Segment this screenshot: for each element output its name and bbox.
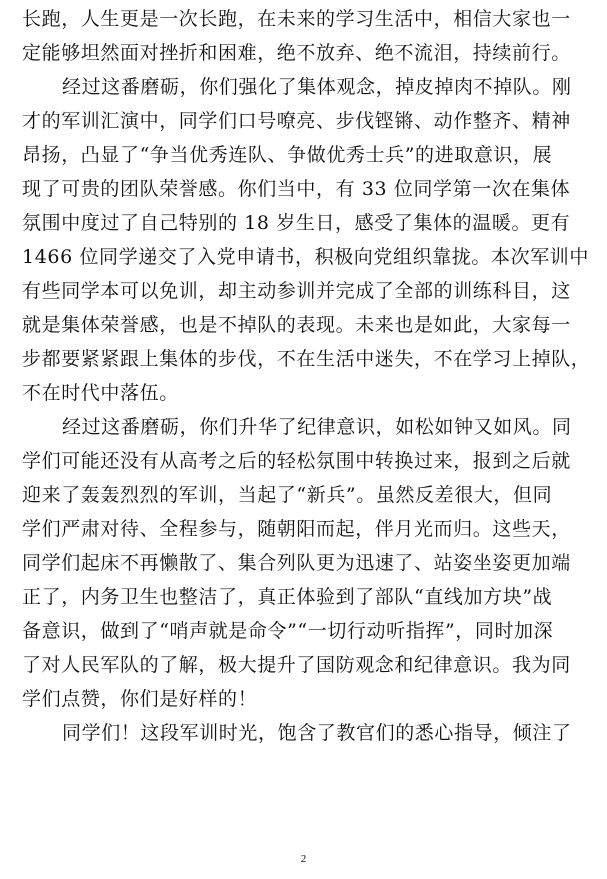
- text-line: 正了，内务卫生也整洁了，真正体验到了部队“直线加方块”战: [22, 586, 553, 608]
- text-line: 不在时代中落伍。: [22, 382, 179, 404]
- text-line: 1466 位同学递交了入党申请书，积极向党组织靠拢。本次军训中: [22, 246, 589, 268]
- text-line: 学们严肃对待、全程参与，随朝阳而起，伴月光而归。这些天，: [22, 518, 571, 540]
- text-line: 现了可贵的团队荣誉感。你们当中，有 33 位同学第一次在集体: [22, 178, 571, 200]
- text-line: 学们点赞，你们是好样的！: [22, 688, 258, 710]
- paragraph-start-line: 经过这番磨砺，你们升华了纪律意识，如松如钟又如风。同: [62, 416, 572, 438]
- text-line: 长跑，人生更是一次长跑，在未来的学习生活中，相信大家也一: [22, 8, 571, 30]
- text-line: 迎来了轰轰烈烈的军训，当起了“新兵”。虽然反差很大，但同: [22, 484, 553, 506]
- text-line: 定能够坦然面对挫折和困难，绝不放弃、绝不流泪，持续前行。: [22, 42, 571, 64]
- text-line: 同学们起床不再懒散了、集合列队更为迅速了、站姿坐姿更加端: [22, 552, 571, 574]
- text-line: 氛围中度过了自己特别的 18 岁生日，感受了集体的温暖。更有: [22, 212, 571, 234]
- text-line: 有些同学本可以免训，却主动参训并完成了全部的训练科目，这: [22, 280, 571, 302]
- paragraph-start-line: 经过这番磨砺，你们强化了集体观念，掉皮掉肉不掉队。刚: [62, 76, 572, 98]
- paragraph-start-line: 同学们！这段军训时光，饱含了教官们的悉心指导，倾注了: [62, 722, 572, 744]
- text-line: 就是集体荣誉感，也是不掉队的表现。未来也是如此，大家每一: [22, 314, 571, 336]
- text-line: 学们可能还没有从高考之后的轻松氛围中转换过来，报到之后就: [22, 450, 571, 472]
- body-text: [22, 2, 591, 750]
- text-line: 才的军训汇演中，同学们口号嘹亮、步伐铿锵、动作整齐、精神: [22, 110, 571, 132]
- text-line: 昂扬，凸显了“争当优秀连队、争做优秀士兵”的进取意识，展: [22, 144, 553, 166]
- text-line: 了对人民军队的了解，极大提升了国防观念和纪律意识。我为同: [22, 654, 571, 676]
- page-number: 2: [300, 853, 307, 865]
- text-line: 步都要紧紧跟上集体的步伐，不在生活中迷失，不在学习上掉队，: [22, 348, 591, 370]
- text-line: 备意识，做到了“哨声就是命令”“一切行动听指挥”，同时加深: [22, 620, 554, 642]
